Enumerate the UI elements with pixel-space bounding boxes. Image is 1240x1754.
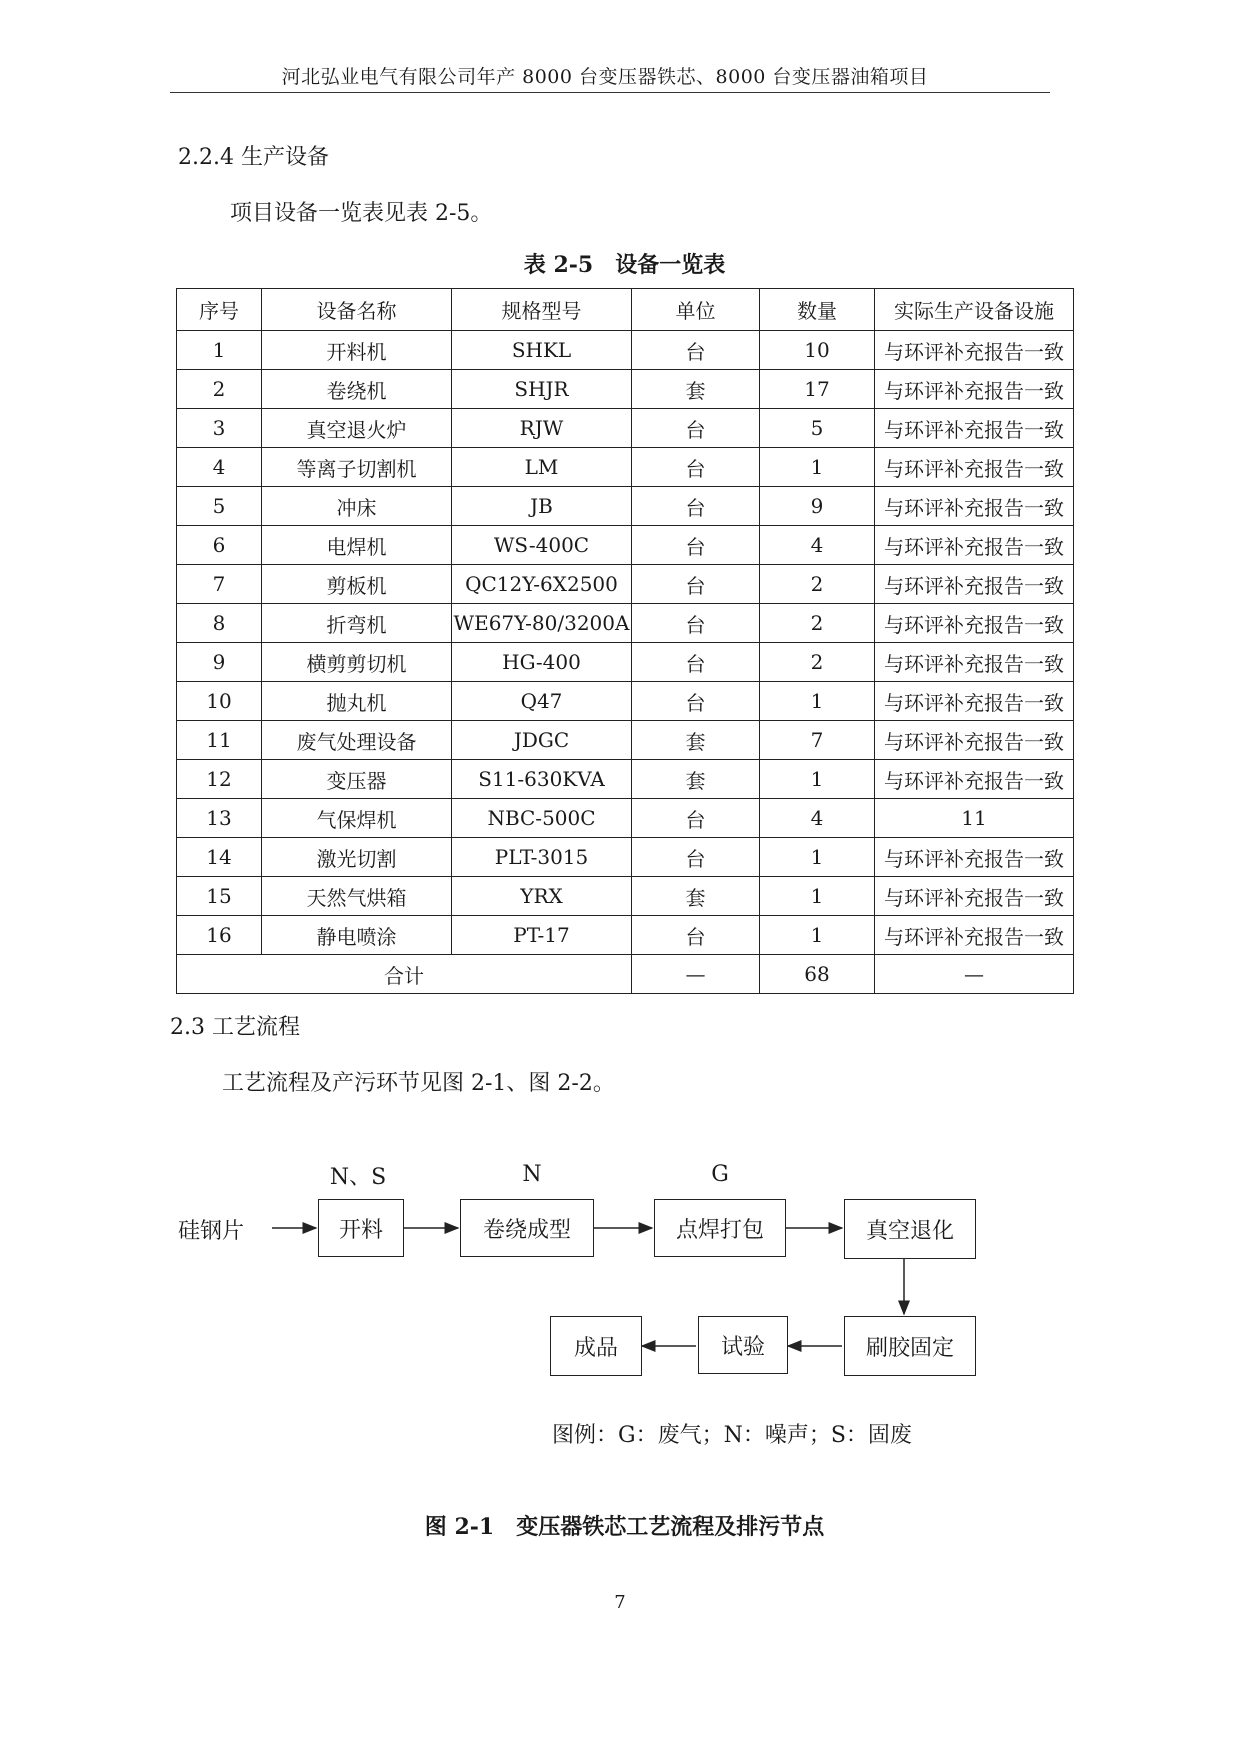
table-cell: 台 (632, 526, 760, 565)
table-cell: 9 (760, 487, 875, 526)
table-cell: 4 (177, 448, 262, 487)
total-quantity: 68 (760, 955, 875, 994)
table-cell: 台 (632, 799, 760, 838)
table-cell: 1 (177, 331, 262, 370)
table-cell: 静电喷涂 (262, 916, 452, 955)
table-cell: 气保焊机 (262, 799, 452, 838)
pollutant-label-wind: N (522, 1162, 542, 1187)
table-cell: SHKL (452, 331, 632, 370)
column-header: 实际生产设备设施 (875, 289, 1074, 331)
flow-node-cut: 开料 (318, 1199, 404, 1257)
table-cell: 台 (632, 565, 760, 604)
table-cell: QC12Y-6X2500 (452, 565, 632, 604)
table-cell: 10 (177, 682, 262, 721)
table-cell: 台 (632, 682, 760, 721)
table-cell: 2 (760, 643, 875, 682)
pollutant-label-cut: N、S (329, 1165, 387, 1190)
table-cell: 5 (177, 487, 262, 526)
table-cell: PT-17 (452, 916, 632, 955)
table-cell: 与环评补充报告一致 (875, 370, 1074, 409)
flow-input-label: 硅钢片 (178, 1219, 245, 1244)
section-intro-2-3: 工艺流程及产污环节见图 2-1、图 2-2。 (222, 1071, 615, 1096)
table-cell: WE67Y-80/3200A (452, 604, 632, 643)
table-cell: 与环评补充报告一致 (875, 643, 1074, 682)
figure-caption (176, 1510, 1073, 1541)
table-cell: HG-400 (452, 643, 632, 682)
table-cell: 与环评补充报告一致 (875, 604, 1074, 643)
table-cell: 2 (177, 370, 262, 409)
table-cell: 2 (760, 604, 875, 643)
column-header: 数量 (760, 289, 875, 331)
flow-node-glue: 刷胶固定 (844, 1316, 976, 1376)
table-cell: 7 (177, 565, 262, 604)
table-cell: 折弯机 (262, 604, 452, 643)
table-cell: 与环评补充报告一致 (875, 487, 1074, 526)
table-cell: 10 (760, 331, 875, 370)
table-cell: 废气处理设备 (262, 721, 452, 760)
table-cell: 与环评补充报告一致 (875, 838, 1074, 877)
table-cell: 与环评补充报告一致 (875, 565, 1074, 604)
table-cell: 1 (760, 916, 875, 955)
table-caption-number: 表 2-5 (523, 252, 594, 278)
column-header: 设备名称 (262, 289, 452, 331)
table-cell: 台 (632, 916, 760, 955)
document-header: 河北弘业电气有限公司年产 8000 台变压器铁芯、8000 台变压器油箱项目 (281, 66, 929, 88)
table-cell: SHJR (452, 370, 632, 409)
table-cell: 套 (632, 760, 760, 799)
table-cell: 4 (760, 799, 875, 838)
table-cell: 13 (177, 799, 262, 838)
table-cell: 与环评补充报告一致 (875, 877, 1074, 916)
section-intro-2-2-4: 项目设备一览表见表 2-5。 (230, 201, 493, 226)
table-cell: 5 (760, 409, 875, 448)
table-cell: 抛丸机 (262, 682, 452, 721)
total-unit: — (632, 955, 760, 994)
flow-legend: 图例：G：废气；N：噪声；S：固废 (552, 1423, 912, 1448)
table-cell: 台 (632, 487, 760, 526)
table-cell: JB (452, 487, 632, 526)
table-cell: 11 (177, 721, 262, 760)
table-cell: 1 (760, 682, 875, 721)
table-cell: 真空退火炉 (262, 409, 452, 448)
table-cell: 12 (177, 760, 262, 799)
table-cell: 与环评补充报告一致 (875, 721, 1074, 760)
table-cell: 台 (632, 448, 760, 487)
table-cell: 4 (760, 526, 875, 565)
table-cell: 台 (632, 331, 760, 370)
table-cell: 台 (632, 409, 760, 448)
table-cell: 冲床 (262, 487, 452, 526)
flow-node-test: 试验 (698, 1316, 788, 1374)
column-header: 单位 (632, 289, 760, 331)
table-cell: 8 (177, 604, 262, 643)
table-cell: Q47 (452, 682, 632, 721)
table-cell: 1 (760, 838, 875, 877)
table-cell: 电焊机 (262, 526, 452, 565)
table-cell: LM (452, 448, 632, 487)
section-heading-2-2-4: 2.2.4 生产设备 (178, 145, 329, 170)
table-cell: 激光切割 (262, 838, 452, 877)
table-cell: PLT-3015 (452, 838, 632, 877)
table-cell: S11-630KVA (452, 760, 632, 799)
table-cell: JDGC (452, 721, 632, 760)
pollutant-label-weld: G (711, 1162, 729, 1187)
table-cell: 变压器 (262, 760, 452, 799)
table-cell: YRX (452, 877, 632, 916)
table-cell: 1 (760, 448, 875, 487)
table-cell: 与环评补充报告一致 (875, 526, 1074, 565)
table-cell: 横剪剪切机 (262, 643, 452, 682)
table-cell: 开料机 (262, 331, 452, 370)
table-cell: 17 (760, 370, 875, 409)
table-cell: 1 (760, 877, 875, 916)
table-cell: 与环评补充报告一致 (875, 409, 1074, 448)
section-heading-2-3: 2.3 工艺流程 (170, 1015, 300, 1040)
table-cell: 6 (177, 526, 262, 565)
table-cell: 15 (177, 877, 262, 916)
table-cell: 11 (875, 799, 1074, 838)
table-cell: 套 (632, 721, 760, 760)
table-cell: 与环评补充报告一致 (875, 760, 1074, 799)
table-cell: 卷绕机 (262, 370, 452, 409)
table-cell: 套 (632, 877, 760, 916)
flow-node-weld: 点焊打包 (654, 1199, 786, 1257)
table-cell: 天然气烘箱 (262, 877, 452, 916)
table-cell: 台 (632, 604, 760, 643)
flow-node-anneal: 真空退化 (844, 1199, 976, 1259)
table-cell: 14 (177, 838, 262, 877)
figure-caption-number: 图 2-1 (424, 1514, 495, 1540)
figure-caption-title: 变压器铁芯工艺流程及排污节点 (516, 1514, 825, 1540)
page-number: 7 (614, 1592, 626, 1613)
total-actual: — (875, 955, 1074, 994)
flow-node-product: 成品 (550, 1316, 642, 1376)
total-label: 合计 (177, 955, 632, 994)
table-cell: 与环评补充报告一致 (875, 331, 1074, 370)
table-cell: 2 (760, 565, 875, 604)
table-cell: WS-400C (452, 526, 632, 565)
table-cell: 16 (177, 916, 262, 955)
table-cell: 台 (632, 838, 760, 877)
flow-node-wind: 卷绕成型 (460, 1199, 594, 1257)
table-cell: RJW (452, 409, 632, 448)
table-cell: 等离子切割机 (262, 448, 452, 487)
table-cell: 1 (760, 760, 875, 799)
table-cell: 9 (177, 643, 262, 682)
table-cell: 台 (632, 643, 760, 682)
table-cell: 与环评补充报告一致 (875, 448, 1074, 487)
table-cell: 7 (760, 721, 875, 760)
table-cell: 剪板机 (262, 565, 452, 604)
table-cell: NBC-500C (452, 799, 632, 838)
table-cell: 与环评补充报告一致 (875, 916, 1074, 955)
table-cell: 与环评补充报告一致 (875, 682, 1074, 721)
column-header: 规格型号 (452, 289, 632, 331)
column-header: 序号 (177, 289, 262, 331)
table-cell: 3 (177, 409, 262, 448)
table-cell: 套 (632, 370, 760, 409)
table-caption-title: 设备一览表 (615, 252, 726, 278)
